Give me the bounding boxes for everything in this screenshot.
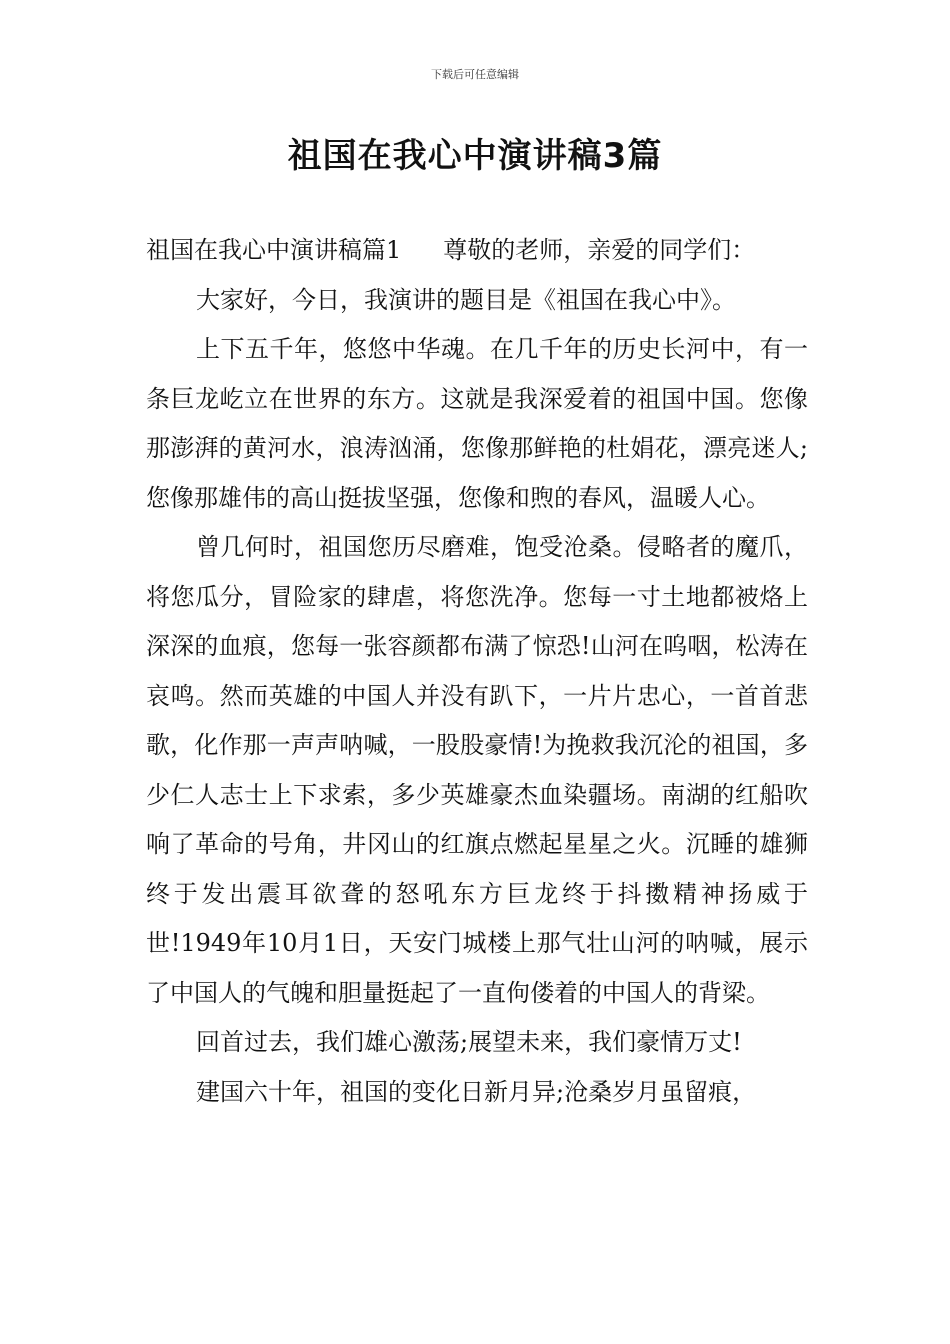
- header-note: 下载后可任意编辑: [431, 68, 519, 81]
- paragraph-greeting: 大家好，今日，我演讲的题目是《祖国在我心中》。: [196, 285, 736, 314]
- document-title: 祖国在我心中演讲稿3篇: [287, 136, 663, 176]
- section-heading: 祖国在我心中演讲稿篇1: [146, 236, 402, 264]
- paragraph-sixty-years: 建国六十年，祖国的变化日新月异;沧桑岁月虽留痕，: [196, 1077, 757, 1106]
- paragraph-outlook: 回首过去，我们雄心激荡;展望未来，我们豪情万丈!: [196, 1028, 742, 1056]
- paragraph-history: 上下五千年，悠悠中华魂。在几千年的历史长河中，有一条巨龙屹立在世界的东方。这就是我深爱着的祖国中国。您像那澎湃的黄河水，浪涛汹涌，您像那鲜艳的杜娟花，漂亮迷人;您像那雄伟的高山挺拔坚强，您像和煦的春风，温暖人心。: [146, 335, 808, 512]
- document-body: [146, 226, 808, 1117]
- salutation: 尊敬的老师，亲爱的同学们：: [443, 236, 756, 264]
- paragraph-hardship: 曾几何时，祖国您历尽磨难，饱受沧桑。侵略者的魔爪，将您瓜分，冒险家的肆虐，将您洗净。您每一寸土地都被烙上深深的血痕，您每一张容颜都布满了惊恐!山河在呜咽，松涛在哀鸣。然而英雄的中国人并没有趴下，一片片忠心，一首首悲歌，化作那一声声呐喊，一股股豪情!为挽救我沉沦的祖国，多少仁人志士上下求索，多少英雄豪杰血染疆场。南湖的红船吹响了革命的号角，井冈山的红旗点燃起星星之火。沉睡的雄狮终于发出震耳欲聋的怒吼东方巨龙终于抖擞精神扬威于世!1949年10月1日，天安门城楼上那气壮山河的呐喊，展示了中国人的气魄和胆量挺起了一直佝偻着的中国人的背梁。: [146, 533, 808, 1007]
- opening-line: [146, 226, 808, 276]
